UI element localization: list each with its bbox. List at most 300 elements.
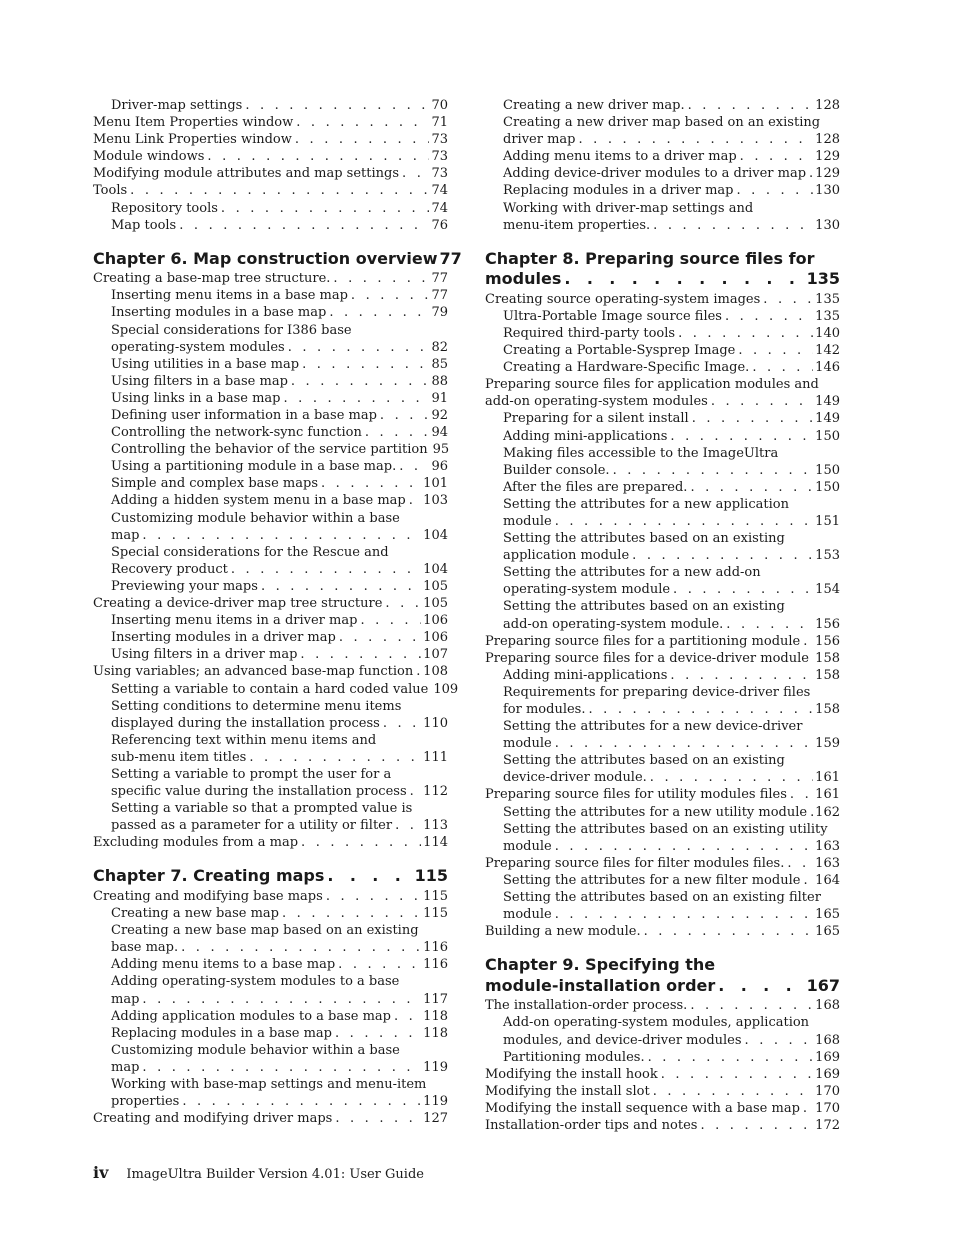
- entry-title: specific value during the installation process: [111, 784, 407, 800]
- entry-title: Requirements for preparing device-driver files: [503, 684, 811, 700]
- toc-entry[interactable]: [93, 217, 448, 234]
- entry-page-number: 158: [815, 702, 840, 717]
- toc-entry[interactable]: [485, 547, 840, 564]
- toc-entry[interactable]: [93, 339, 448, 356]
- entry-title: Creating a Portable-Sysprep Image: [503, 343, 736, 359]
- entry-title: Using utilities in a base map: [111, 356, 300, 372]
- entry-title: Menu Link Properties window: [93, 132, 292, 148]
- entry-title: Creating a new driver map based on an existing: [503, 115, 821, 131]
- dot-leader: [647, 769, 813, 786]
- entry-title: Repository tools: [111, 200, 218, 216]
- entry-page-number: 153: [815, 548, 840, 564]
- toc-entry[interactable]: [485, 308, 840, 325]
- dot-leader: [176, 217, 429, 234]
- dot-leader: [667, 667, 813, 684]
- dot-leader: [715, 976, 804, 997]
- toc-entry[interactable]: [93, 1110, 448, 1127]
- dot-leader: [675, 325, 813, 342]
- entry-title: device-driver module.: [503, 770, 647, 786]
- toc-entry[interactable]: [93, 595, 448, 612]
- toc-entry[interactable]: [485, 165, 840, 182]
- entry-page-number: 150: [815, 428, 840, 444]
- toc-entry[interactable]: [485, 1032, 840, 1049]
- dot-leader: [413, 663, 421, 680]
- entry-title: The installation-order process.: [485, 998, 688, 1014]
- entry-title: Setting a variable to contain a hard coded value: [111, 681, 429, 697]
- dot-leader: [139, 527, 421, 544]
- toc-entry-text: [485, 200, 840, 217]
- toc-entry-text: [93, 732, 448, 749]
- entry-page-number: 150: [815, 479, 840, 495]
- toc-entry[interactable]: [485, 1100, 840, 1117]
- dot-leader: [629, 547, 813, 564]
- toc-entry[interactable]: [485, 804, 840, 821]
- toc-entry[interactable]: [93, 888, 448, 905]
- toc-entry[interactable]: [485, 581, 840, 598]
- toc-entry[interactable]: [93, 131, 448, 148]
- entry-title: Creating a device-driver map tree structure: [93, 596, 383, 612]
- entry-page-number: 76: [431, 217, 448, 233]
- toc-entry-text: [485, 445, 840, 462]
- dot-leader: [722, 308, 813, 325]
- dot-leader: [332, 1025, 421, 1042]
- entry-title: Setting a variable so that a prompted value is: [111, 801, 413, 817]
- dot-leader: [336, 629, 421, 646]
- dot-leader: [800, 633, 813, 650]
- toc-entry[interactable]: [93, 783, 448, 800]
- dot-leader: [407, 783, 422, 800]
- entry-page-number: 130: [815, 217, 840, 233]
- toc-entry[interactable]: [485, 633, 840, 650]
- entry-title: Replacing modules in a base map: [111, 1025, 332, 1041]
- toc-entry[interactable]: [485, 650, 840, 667]
- toc-entry[interactable]: [93, 200, 448, 217]
- entry-title: Controlling the network-sync function: [111, 425, 362, 441]
- dot-leader: [658, 1066, 813, 1083]
- toc-entry[interactable]: [485, 997, 840, 1014]
- entry-title: Preparing for a silent install: [503, 411, 689, 427]
- entry-title: displayed during the installation process: [111, 715, 380, 731]
- toc-entry[interactable]: [93, 629, 448, 646]
- toc-entry-text: [485, 889, 840, 906]
- chapter-page-number: 167: [806, 975, 840, 995]
- dot-leader: [685, 97, 814, 114]
- dot-leader: [806, 165, 813, 182]
- entry-title: Driver-map settings: [111, 98, 243, 113]
- entry-page-number: 158: [815, 650, 840, 666]
- dot-leader: [645, 1049, 814, 1066]
- entry-title: Installation-order tips and notes: [485, 1117, 698, 1133]
- entry-page-number: 113: [423, 818, 448, 834]
- toc-entry[interactable]: [485, 428, 840, 445]
- toc-entry[interactable]: [485, 325, 840, 342]
- entry-title: Partitioning modules.: [503, 1049, 645, 1065]
- entry-title: Inserting menu items in a base map: [111, 288, 348, 304]
- chapter-page-number: 135: [806, 269, 840, 289]
- toc-entry[interactable]: [93, 681, 459, 698]
- dot-leader: [127, 182, 429, 199]
- chapter-heading[interactable]: [93, 248, 462, 270]
- entry-page-number: 85: [431, 356, 448, 372]
- dot-leader: [737, 148, 814, 165]
- toc-entry[interactable]: [485, 513, 840, 530]
- toc-entry[interactable]: [485, 1049, 840, 1066]
- entry-page-number: 105: [423, 596, 448, 612]
- entry-page-number: 129: [815, 149, 840, 165]
- entry-title: Setting the attributes based on an existing: [503, 753, 785, 769]
- entry-title: map: [111, 991, 140, 1007]
- chapter-heading[interactable]: [485, 249, 840, 290]
- dot-leader: [242, 97, 429, 114]
- entry-title: Adding menu items to a base map: [111, 957, 336, 973]
- dot-leader: [689, 410, 813, 427]
- toc-entry-text: [485, 114, 840, 131]
- toc-entry[interactable]: [93, 165, 448, 182]
- dot-leader: [204, 148, 429, 165]
- dot-leader: [552, 906, 813, 923]
- entry-title: Adding application modules to a base map: [111, 1008, 392, 1024]
- toc-entry[interactable]: [93, 1008, 448, 1025]
- entry-title: module: [503, 513, 552, 529]
- entry-page-number: 74: [431, 200, 448, 216]
- entry-page-number: 163: [815, 855, 840, 871]
- toc-entry[interactable]: [485, 667, 840, 684]
- entry-page-number: 91: [431, 390, 448, 406]
- entry-title: Modifying the install hook: [485, 1066, 658, 1082]
- dot-leader: [382, 595, 421, 612]
- toc-entry-text: [93, 510, 448, 527]
- toc-entry[interactable]: [93, 527, 448, 544]
- toc-entry[interactable]: [93, 148, 448, 165]
- entry-page-number: 118: [423, 1008, 448, 1024]
- entry-title: Setting the attributes for a new utility module: [503, 804, 808, 820]
- entry-title: Setting the attributes for a new add-on: [503, 565, 761, 581]
- entry-page-number: 111: [423, 749, 448, 765]
- toc-entry[interactable]: [93, 749, 448, 766]
- chapter-title: Chapter 9. Specifying the: [485, 955, 716, 975]
- dot-leader: [697, 1117, 813, 1134]
- entry-title: Previewing your maps: [111, 578, 258, 594]
- entry-page-number: 115: [423, 888, 448, 904]
- entry-page-number: 106: [423, 630, 448, 646]
- entry-title: Module windows: [93, 149, 205, 165]
- dot-leader: [335, 956, 421, 973]
- entry-page-number: 77: [431, 288, 448, 304]
- entry-title: Replacing modules in a driver map: [503, 183, 734, 199]
- entry-page-number: 118: [423, 1025, 448, 1041]
- toc-entry[interactable]: [93, 390, 448, 407]
- toc-entry[interactable]: [485, 872, 840, 889]
- entry-page-number: 129: [815, 166, 840, 182]
- entry-title: Menu Item Properties window: [93, 115, 294, 131]
- toc-entry[interactable]: [485, 131, 840, 148]
- toc-entry-text: [93, 1042, 448, 1059]
- entry-title: Making files accessible to the ImageUltra: [503, 445, 779, 461]
- dot-leader: [650, 217, 813, 234]
- toc-entry[interactable]: [485, 291, 840, 308]
- entry-page-number: 77: [431, 271, 448, 287]
- toc-column-left: [93, 97, 462, 1127]
- toc-entry[interactable]: [93, 114, 448, 131]
- toc-entry[interactable]: [485, 342, 840, 359]
- toc-entry[interactable]: [93, 663, 448, 680]
- entry-page-number: 94: [431, 425, 448, 441]
- toc-entry[interactable]: [485, 786, 840, 803]
- entry-page-number: 128: [815, 132, 840, 148]
- toc-entry[interactable]: [93, 373, 448, 390]
- toc-entry[interactable]: [485, 855, 840, 872]
- dot-leader: [324, 866, 412, 887]
- entry-title: Inserting menu items in a driver map: [111, 613, 358, 629]
- entry-page-number: 150: [815, 462, 840, 478]
- toc-entry[interactable]: [485, 1083, 840, 1100]
- entry-title: Referencing text within menu items and: [111, 732, 377, 748]
- toc-entry[interactable]: [93, 646, 448, 663]
- toc-entry-text: [485, 752, 840, 769]
- entry-title: passed as a parameter for a utility or filter: [111, 818, 393, 834]
- toc-entry[interactable]: [93, 97, 448, 114]
- entry-page-number: 79: [431, 305, 448, 321]
- entry-page-number: 114: [423, 835, 448, 851]
- entry-title: Special considerations for I386 base: [111, 322, 352, 338]
- entry-page-number: 169: [815, 1049, 840, 1065]
- dot-leader: [139, 991, 421, 1008]
- entry-title: Setting conditions to determine menu items: [111, 698, 402, 714]
- entry-page-number: 161: [815, 770, 840, 786]
- entry-page-number: 119: [423, 1059, 448, 1075]
- toc-entry[interactable]: [485, 410, 840, 427]
- entry-title: operating-system module: [503, 582, 671, 598]
- entry-page-number: 108: [423, 664, 448, 680]
- dot-leader: [246, 749, 421, 766]
- entry-title: driver map: [503, 132, 576, 148]
- dot-leader: [298, 834, 421, 851]
- entry-page-number: 169: [815, 1066, 840, 1082]
- toc-entry-text: [93, 973, 448, 990]
- entry-page-number: 106: [423, 613, 448, 629]
- entry-title: Modifying the install sequence with a base map: [485, 1100, 800, 1116]
- entry-title: map: [111, 527, 140, 543]
- entry-title: Creating a new base map based on an existing: [111, 923, 419, 939]
- entry-page-number: 172: [815, 1117, 840, 1133]
- entry-page-number: 170: [815, 1083, 840, 1099]
- dot-leader: [723, 616, 813, 633]
- entry-page-number: 170: [815, 1100, 840, 1116]
- entry-title: Setting the attributes based on an existing utility: [503, 821, 828, 837]
- dot-leader: [139, 1059, 421, 1076]
- toc-entry[interactable]: [93, 492, 448, 509]
- toc-entry[interactable]: [485, 148, 840, 165]
- toc-entry[interactable]: [485, 906, 840, 923]
- dot-leader: [734, 182, 814, 199]
- chapter-page-number: 115: [414, 866, 448, 886]
- entry-page-number: 165: [815, 924, 840, 940]
- entry-title: module: [503, 736, 552, 752]
- entry-title: module: [503, 838, 552, 854]
- toc-entry-text: [485, 530, 840, 547]
- entry-page-number: 162: [815, 804, 840, 820]
- entry-title: Creating a new driver map.: [503, 98, 685, 113]
- toc-entry[interactable]: [93, 304, 448, 321]
- dot-leader: [357, 612, 421, 629]
- toc-entry-text: [93, 766, 448, 783]
- dot-leader: [293, 114, 429, 131]
- entry-title: sub-menu item titles: [111, 749, 247, 765]
- toc-entry[interactable]: [485, 393, 840, 410]
- entry-title: module: [503, 907, 552, 923]
- entry-page-number: 107: [423, 647, 448, 663]
- entry-title: Working with driver-map settings and: [503, 200, 754, 216]
- dot-leader: [285, 339, 430, 356]
- toc-entry[interactable]: [93, 991, 448, 1008]
- entry-title: Inserting modules in a base map: [111, 305, 327, 321]
- toc-entry[interactable]: [485, 359, 840, 376]
- toc-entry[interactable]: [485, 923, 840, 940]
- dot-leader: [749, 359, 813, 376]
- toc-entry[interactable]: [485, 1117, 840, 1134]
- entry-page-number: 110: [423, 715, 448, 731]
- toc-entry[interactable]: [93, 1093, 448, 1110]
- page-number: iv: [93, 1163, 109, 1182]
- toc-entry[interactable]: [485, 182, 840, 199]
- entry-page-number: 104: [423, 527, 448, 543]
- entry-page-number: 149: [815, 394, 840, 410]
- dot-leader: [687, 997, 813, 1014]
- toc-entry[interactable]: [485, 479, 840, 496]
- entry-page-number: 168: [815, 998, 840, 1014]
- toc-entry[interactable]: [485, 616, 840, 633]
- dot-leader: [406, 492, 421, 509]
- entry-page-number: 163: [815, 838, 840, 854]
- toc-entry[interactable]: [93, 939, 448, 956]
- toc-entry[interactable]: [93, 1059, 448, 1076]
- entry-title: Preparing source files for application modules and: [485, 377, 819, 393]
- entry-title: add-on operating-system modules: [485, 394, 708, 410]
- dot-leader: [552, 735, 813, 752]
- toc-entry[interactable]: [93, 441, 448, 458]
- entry-title: Creating and modifying base maps: [93, 888, 323, 904]
- toc-entry[interactable]: [485, 1066, 840, 1083]
- toc-column-right: [485, 97, 840, 1134]
- entry-title: Setting the attributes for a new application: [503, 496, 789, 512]
- entry-page-number: 70: [431, 98, 448, 113]
- entry-page-number: 135: [815, 291, 840, 307]
- entry-title: menu-item properties.: [503, 217, 651, 233]
- toc-entry[interactable]: [93, 905, 448, 922]
- entry-title: Recovery product: [111, 561, 228, 577]
- dot-leader: [332, 1110, 421, 1127]
- toc-entry[interactable]: [485, 701, 840, 718]
- entry-page-number: 96: [431, 459, 448, 475]
- toc-entry[interactable]: [93, 612, 448, 629]
- toc-entry[interactable]: [93, 715, 448, 732]
- entry-page-number: 165: [815, 907, 840, 923]
- entry-page-number: 119: [423, 1094, 448, 1110]
- toc-entry[interactable]: [93, 578, 448, 595]
- entry-title: Using a partitioning module in a base map.: [111, 459, 397, 475]
- entry-title: Building a new module.: [485, 924, 641, 940]
- dot-leader: [787, 786, 813, 803]
- toc-entry[interactable]: [93, 424, 448, 441]
- dot-leader: [348, 287, 430, 304]
- toc-entry[interactable]: [93, 407, 448, 424]
- entry-title: Using links in a base map: [111, 390, 281, 406]
- toc-entry[interactable]: [93, 561, 448, 578]
- toc-entry[interactable]: [485, 838, 840, 855]
- entry-title: Using variables; an advanced base-map function: [93, 664, 414, 680]
- dot-leader: [392, 817, 421, 834]
- entry-title: Setting a variable to prompt the user for a: [111, 766, 392, 782]
- entry-title: Setting the attributes for a new device-driver: [503, 719, 803, 735]
- toc-entry[interactable]: [93, 356, 448, 373]
- dot-leader: [742, 1032, 814, 1049]
- entry-title: operating-system modules: [111, 339, 285, 355]
- toc-entry[interactable]: [485, 735, 840, 752]
- entry-page-number: 140: [815, 325, 840, 341]
- toc-entry[interactable]: [93, 817, 448, 834]
- entry-page-number: 130: [815, 183, 840, 199]
- toc-entry[interactable]: [93, 458, 448, 475]
- entry-page-number: 105: [423, 578, 448, 594]
- entry-page-number: 115: [423, 906, 448, 922]
- toc-entry[interactable]: [93, 834, 448, 851]
- entry-title: Preparing source files for utility modules files: [485, 787, 787, 803]
- chapter-heading[interactable]: [485, 955, 840, 996]
- entry-page-number: 128: [815, 98, 840, 113]
- entry-page-number: 73: [431, 166, 448, 182]
- entry-page-number: 116: [423, 957, 448, 973]
- entry-title: Special considerations for the Rescue and: [111, 544, 389, 560]
- entry-title: Map tools: [111, 217, 177, 233]
- toc-entry[interactable]: [485, 97, 840, 114]
- toc-entry[interactable]: [485, 462, 840, 479]
- dot-leader: [297, 646, 421, 663]
- chapter-title: Chapter 6. Map construction overview: [93, 248, 438, 268]
- toc-entry[interactable]: [93, 475, 448, 492]
- toc-entry[interactable]: [485, 217, 840, 234]
- dot-leader: [650, 1083, 813, 1100]
- toc-entry[interactable]: [93, 270, 448, 287]
- toc-entry[interactable]: [93, 287, 448, 304]
- entry-title: Preparing source files for a partitioning module: [485, 633, 801, 649]
- entry-title: Using filters in a base map: [111, 373, 288, 389]
- toc-entry-text: [485, 564, 840, 581]
- entry-title: Setting the attributes based on an existing: [503, 599, 785, 615]
- entry-title: Setting the attributes based on an existing: [503, 531, 785, 547]
- entry-title: Customizing module behavior within a base: [111, 510, 400, 526]
- entry-title: add-on operating-system module.: [503, 616, 724, 632]
- toc-entry-text: [485, 718, 840, 735]
- entry-page-number: 101: [423, 476, 448, 492]
- toc-entry-text: [485, 821, 840, 838]
- toc-entry[interactable]: [93, 182, 448, 199]
- entry-title: map: [111, 1059, 140, 1075]
- entry-page-number: 168: [815, 1032, 840, 1048]
- entry-title: Adding mini-applications: [503, 428, 668, 444]
- entry-title: application module: [503, 548, 630, 564]
- entry-title: Adding device-driver modules to a driver map: [503, 166, 807, 182]
- chapter-title: module-installation order: [485, 975, 716, 995]
- toc-entry-text: [485, 684, 840, 701]
- entry-title: properties: [111, 1094, 180, 1110]
- chapter-heading[interactable]: [93, 866, 448, 887]
- toc-entry[interactable]: [93, 956, 448, 973]
- entry-page-number: 154: [815, 582, 840, 598]
- entry-page-number: 159: [815, 736, 840, 752]
- entry-page-number: 73: [431, 132, 448, 148]
- toc-entry[interactable]: [485, 769, 840, 786]
- toc-entry[interactable]: [93, 1025, 448, 1042]
